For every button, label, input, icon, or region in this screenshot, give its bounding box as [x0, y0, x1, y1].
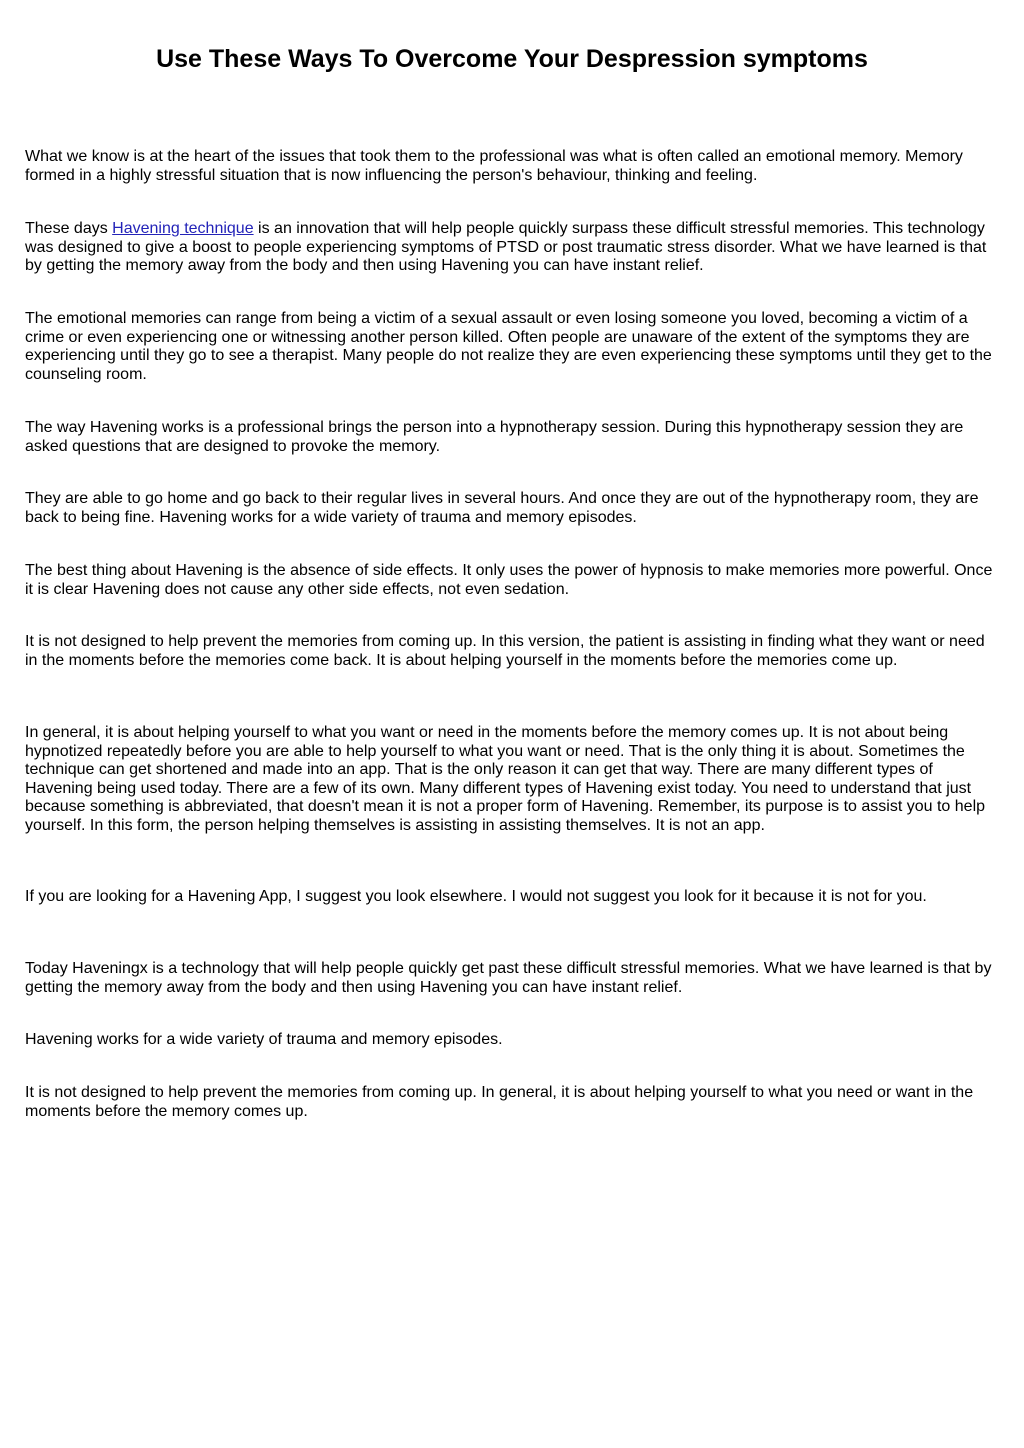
paragraph-emotional-memory: What we know is at the heart of the issues that took them to the professional was what is often called an emotional memory. Memory formed in a highly stressful situation that is now influencing the person's behaviour, thinking and feeling.	[25, 148, 963, 184]
paragraph-havening-technique	[25, 220, 1001, 276]
paragraph-text-before-link: These days	[25, 220, 113, 237]
paragraph-closing: It is not designed to help prevent the memories from coming up. In general, it is about helping yourself to what you need or want in the moments before the memory comes up.	[25, 1084, 974, 1120]
paragraph-haveningx: Today Haveningx is a technology that will help people quickly get past these difficult stressful memories. What we have learned is that by getting the memory away from the body and then using Havening you can have instant relief.	[25, 960, 992, 996]
paragraph-go-home: They are able to go home and go back to their regular lives in several hours. And once they are out of the hypnotherapy room, they are back to being fine. Havening works for a wide variety of trauma and memory episodes.	[25, 490, 979, 526]
paragraph-no-side-effects: The best thing about Havening is the absence of side effects. It only uses the power of hypnosis to make memories more powerful. Once it is clear Havening does not cause any other side effects, not even sedation.	[25, 562, 993, 598]
paragraph-trauma-episodes: Havening works for a wide variety of trauma and memory episodes.	[25, 1031, 503, 1048]
page-title: Use These Ways To Overcome Your Despression symptoms	[156, 45, 868, 73]
paragraph-text-after-link: is an innovation that will help people quickly surpass these difficult stressful memories. This technology was designed to give a boost to people experiencing symptoms of PTSD or post traumatic stress disorder. What we have learned is that by getting the memory away from the body and then using Havening you can have instant relief.	[25, 220, 987, 275]
havening-technique-link[interactable]: Havening technique	[112, 220, 254, 237]
paragraph-how-havening-works: The way Havening works is a professional brings the person into a hypnotherapy session. During this hypnotherapy session they are asked questions that are designed to provoke the memory.	[25, 419, 964, 455]
paragraph-emotional-memories-range: The emotional memories can range from being a victim of a sexual assault or even losing someone you loved, becoming a victim of a crime or even experiencing one or witnessing another person killed. Often people are unaware of the extent of the symptoms they are experiencing until they go to see a therapist. Many people do not realize they are even experiencing these symptoms until they get to the counseling room.	[25, 310, 992, 383]
paragraph-in-general: In general, it is about helping yourself to what you want or need in the moments before the memory comes up. It is not about being hypnotized repeatedly before you are able to help yourself to what you want or need. That is the only thing it is about. Sometimes the technique can get shortened and made into an app. That is the only reason it can get that way. There are many different types of Havening being used today. There are a few of its own. Many different types of Havening exist today. You need to understand that just because something is abbreviated, that doesn't mean it is not a proper form of Havening. Remember, its purpose is to assist you to help yourself. In this form, the person helping themselves is assisting in assisting themselves. It is not an app.	[25, 724, 986, 834]
paragraph-not-designed-prevent: It is not designed to help prevent the memories from coming up. In this version, the patient is assisting in finding what they want or need in the moments before the memories come back. It is about helping yourself in the moments before the memories come up.	[25, 633, 985, 669]
paragraph-havening-app: If you are looking for a Havening App, I suggest you look elsewhere. I would not suggest you look for it because it is not for you.	[25, 888, 927, 905]
